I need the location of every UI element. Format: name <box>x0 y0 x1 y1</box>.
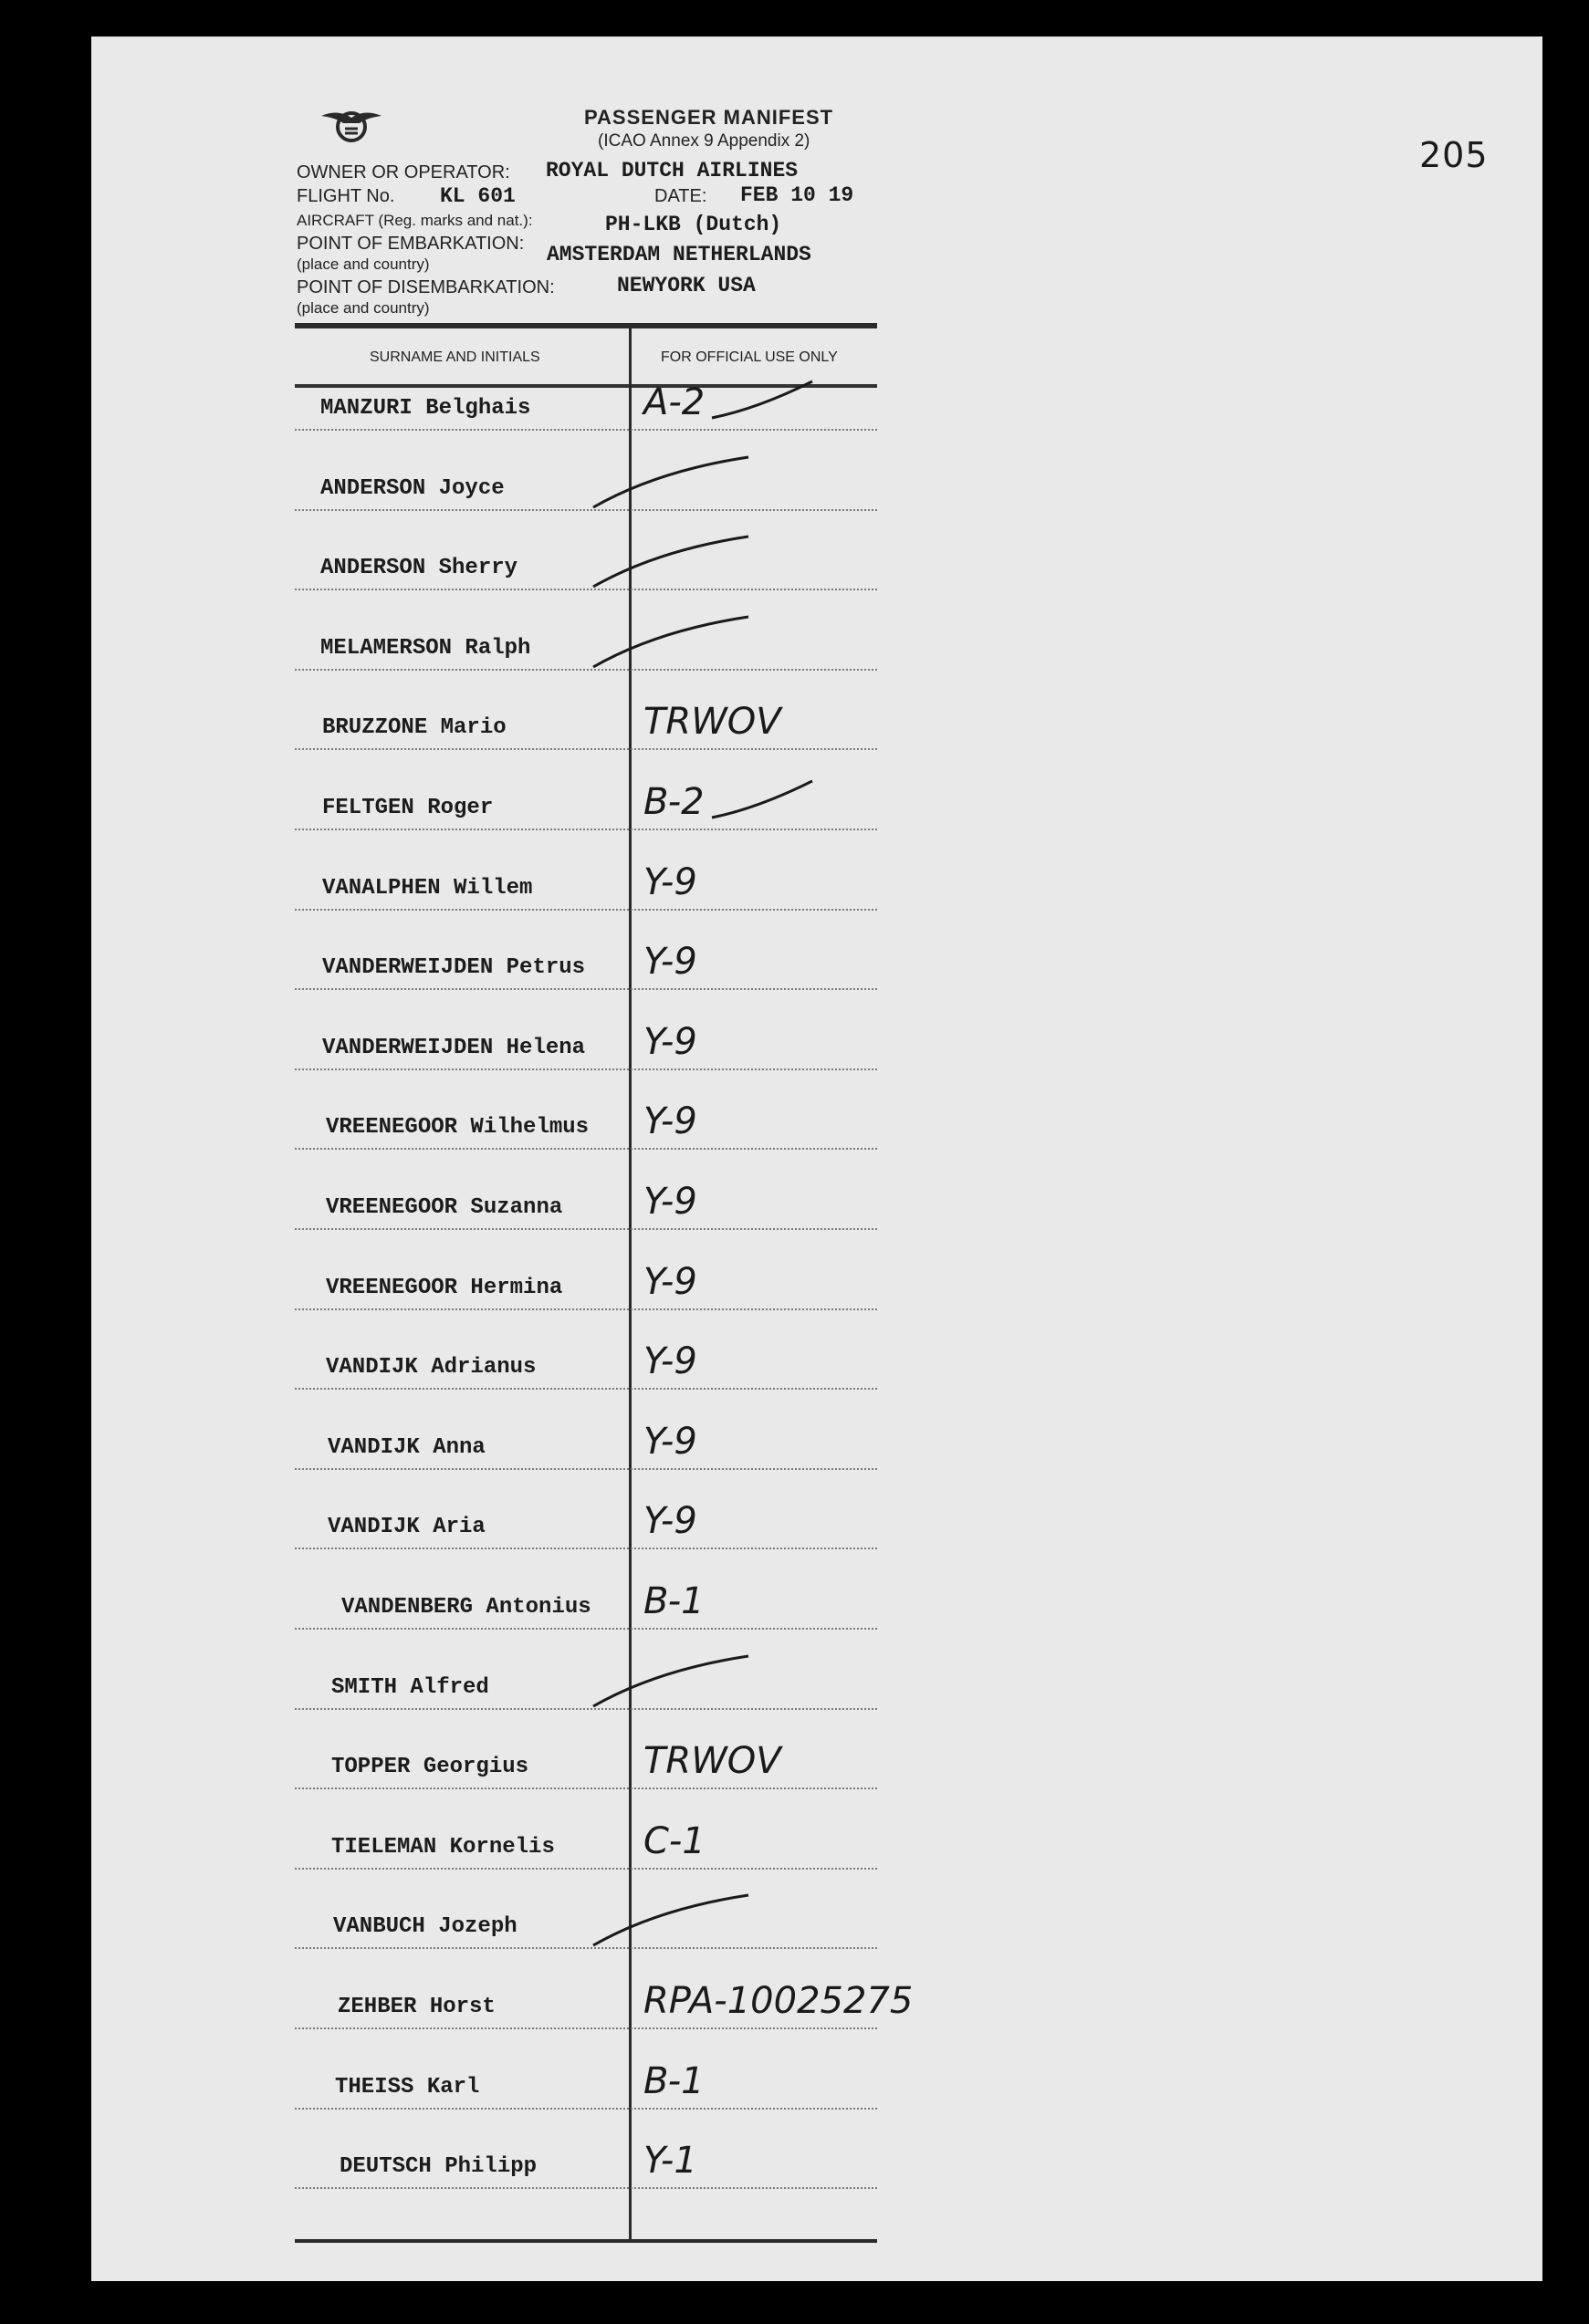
flight-value: KL 601 <box>440 184 516 208</box>
official-use-mark: Y-1 <box>643 2140 697 2183</box>
row-dotted-rule <box>295 1868 877 1870</box>
passenger-name: VANDERWEIJDEN Petrus <box>322 955 586 981</box>
passenger-name: MELAMERSON Ralph <box>320 635 531 661</box>
row-dotted-rule <box>295 1228 877 1230</box>
row-dotted-rule <box>295 1787 877 1789</box>
check-mark-icon <box>584 453 767 516</box>
passenger-name: VREENEGOOR Suzanna <box>326 1195 563 1220</box>
row-dotted-rule <box>295 1947 877 1949</box>
row-dotted-rule <box>295 509 877 511</box>
passenger-name: ZEHBER Horst <box>338 1995 496 2019</box>
row-dotted-rule <box>295 2027 877 2029</box>
row-dotted-rule <box>295 2187 877 2189</box>
passenger-name: SMITH Alfred <box>331 1674 489 1700</box>
passenger-name: THEISS Karl <box>335 2074 480 2100</box>
row-dotted-rule <box>295 1548 877 1549</box>
official-use-mark: Y-9 <box>643 1340 697 1383</box>
form-subtitle: (ICAO Annex 9 Appendix 2) <box>598 131 810 151</box>
disembarkation-label: POINT OF DISEMBARKATION: <box>297 277 555 297</box>
passenger-name: ANDERSON Joyce <box>320 475 505 501</box>
passenger-name: ANDERSON Sherry <box>320 556 518 581</box>
embarkation-sublabel: (place and country) <box>297 255 430 273</box>
row-dotted-rule <box>295 909 877 911</box>
column-header-surname: SURNAME AND INITIALS <box>370 349 540 365</box>
row-dotted-rule <box>295 1068 877 1070</box>
disembarkation-sublabel: (place and country) <box>297 299 430 317</box>
official-use-mark: Y-9 <box>643 860 697 903</box>
row-dotted-rule <box>295 669 877 671</box>
official-use-mark: Y-9 <box>643 1020 697 1063</box>
embarkation-label: POINT OF EMBARKATION: <box>297 234 525 254</box>
page-number: 205 <box>1419 135 1489 175</box>
official-use-mark: B-1 <box>643 1580 705 1622</box>
passenger-name: VANDERWEIJDEN Helena <box>322 1035 586 1060</box>
row-dotted-rule <box>295 1468 877 1470</box>
official-use-mark: Y-9 <box>643 1260 697 1303</box>
table-bottom-rule <box>295 2239 877 2243</box>
check-mark-icon <box>584 532 767 596</box>
check-mark-icon <box>703 372 885 436</box>
passenger-name: VANALPHEN Willem <box>322 875 533 901</box>
official-use-mark: Y-9 <box>643 941 697 984</box>
check-mark-icon <box>584 1652 767 1715</box>
row-dotted-rule <box>295 1388 877 1390</box>
official-use-mark: B-1 <box>643 2059 705 2102</box>
passenger-name: TOPPER Georgius <box>331 1755 529 1780</box>
row-dotted-rule <box>295 748 877 750</box>
passenger-name: VANDIJK Adrianus <box>326 1355 537 1381</box>
aircraft-label: AIRCRAFT (Reg. marks and nat.): <box>297 212 533 229</box>
official-use-mark: Y-9 <box>643 1500 697 1543</box>
official-use-mark: Y-9 <box>643 1100 697 1143</box>
official-use-mark: C-1 <box>643 1819 706 1862</box>
official-use-mark: Y-9 <box>643 1420 697 1463</box>
disembarkation-value: NEWYORK USA <box>617 274 756 297</box>
row-dotted-rule <box>295 2108 877 2110</box>
owner-label: OWNER OR OPERATOR: <box>297 162 510 182</box>
row-dotted-rule <box>295 1308 877 1310</box>
row-dotted-rule <box>295 1148 877 1150</box>
passenger-name: MANZURI Belghais <box>320 396 531 421</box>
form-title: PASSENGER MANIFEST <box>584 106 834 129</box>
official-use-mark: TRWOV <box>643 1740 781 1783</box>
passenger-name: TIELEMAN Kornelis <box>331 1834 555 1860</box>
row-dotted-rule <box>295 988 877 990</box>
column-header-official-use: FOR OFFICIAL USE ONLY <box>661 349 838 365</box>
flight-label: FLIGHT No. <box>297 186 395 206</box>
date-value: FEB 10 19 <box>740 183 854 207</box>
row-dotted-rule <box>295 1708 877 1710</box>
row-dotted-rule <box>295 1628 877 1630</box>
passenger-name: VANDIJK Aria <box>328 1515 486 1540</box>
row-dotted-rule <box>295 829 877 830</box>
official-use-mark: RPA-10025275 <box>643 1980 914 2022</box>
passenger-name: DEUTSCH Philipp <box>340 2154 538 2180</box>
passenger-name: VANBUCH Jozeph <box>333 1914 517 1940</box>
date-label: DATE: <box>654 186 707 206</box>
embarkation-value: AMSTERDAM NETHERLANDS <box>547 243 811 266</box>
passenger-name: VREENEGOOR Hermina <box>326 1275 563 1300</box>
check-mark-icon <box>584 612 767 676</box>
check-mark-icon <box>703 772 885 836</box>
passenger-name: VANDIJK Anna <box>328 1434 486 1460</box>
aircraft-value: PH-LKB (Dutch) <box>605 213 782 236</box>
check-mark-icon <box>584 1891 767 1954</box>
passenger-name: VANDENBERG Antonius <box>341 1595 591 1620</box>
official-use-mark: B-2 <box>643 781 705 823</box>
official-use-mark: TRWOV <box>643 701 781 744</box>
official-use-mark: Y-9 <box>643 1181 697 1223</box>
klm-crown-logo <box>319 96 383 151</box>
row-dotted-rule <box>295 589 877 590</box>
row-dotted-rule <box>295 429 877 431</box>
table-top-rule <box>295 323 877 328</box>
passenger-name: FELTGEN Roger <box>322 796 494 820</box>
owner-value: ROYAL DUTCH AIRLINES <box>546 159 799 182</box>
official-use-mark: A-2 <box>643 381 706 423</box>
passenger-name: VREENEGOOR Wilhelmus <box>326 1115 590 1141</box>
passenger-name: BRUZZONE Mario <box>322 715 507 741</box>
